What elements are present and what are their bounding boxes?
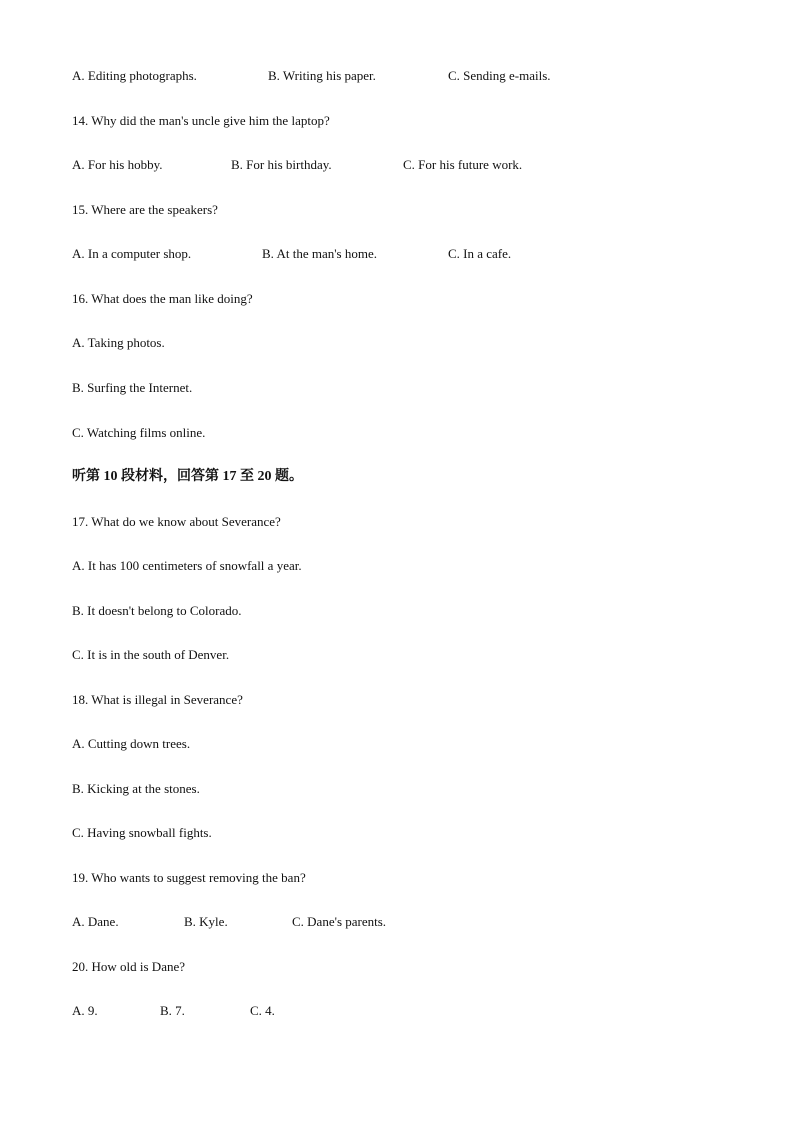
q18-question: 18. What is illegal in Severance?	[72, 692, 243, 707]
q14-option-a: A. For his hobby.	[72, 157, 163, 172]
q17-option-b: B. It doesn't belong to Colorado.	[72, 603, 242, 618]
q16-option-b: B. Surfing the Internet.	[72, 380, 193, 395]
q19-question: 19. Who wants to suggest removing the ban?	[72, 870, 306, 885]
q18-option-b: B. Kicking at the stones.	[72, 781, 200, 796]
q17-option-a: A. It has 100 centimeters of snowfall a year.	[72, 558, 302, 573]
q16-question: 16. What does the man like doing?	[72, 291, 253, 306]
q15-option-c: C. In a cafe.	[448, 246, 512, 261]
q19-option-c: C. Dane's parents.	[292, 914, 387, 929]
q19-option-b: B. Kyle.	[184, 914, 228, 929]
q17-question: 17. What do we know about Severance?	[72, 514, 281, 529]
q20-option-a: A. 9.	[72, 1003, 98, 1018]
q16-option-a: A. Taking photos.	[72, 335, 165, 350]
q17-option-c: C. It is in the south of Denver.	[72, 647, 230, 662]
q13-option-c: C. Sending e-mails.	[448, 68, 551, 83]
q16-option-c: C. Watching films online.	[72, 425, 206, 440]
q15-option-a: A. In a computer shop.	[72, 246, 192, 261]
q14-question: 14. Why did the man's uncle give him the laptop?	[72, 113, 330, 128]
section-heading: 听第 10 段材料，回答第 17 至 20 题。	[72, 469, 303, 484]
q13-option-a: A. Editing photographs.	[72, 68, 197, 83]
q18-option-c: C. Having snowball fights.	[72, 825, 212, 840]
q13-option-b: B. Writing his paper.	[268, 68, 376, 83]
q20-question: 20. How old is Dane?	[72, 959, 186, 974]
q18-option-a: A. Cutting down trees.	[72, 736, 191, 751]
q19-option-a: A. Dane.	[72, 914, 119, 929]
q20-option-b: B. 7.	[160, 1003, 185, 1018]
q20-option-c: C. 4.	[250, 1003, 275, 1018]
q14-option-c: C. For his future work.	[403, 157, 523, 172]
q14-option-b: B. For his birthday.	[231, 157, 332, 172]
q15-option-b: B. At the man's home.	[262, 246, 378, 261]
q15-question: 15. Where are the speakers?	[72, 202, 218, 217]
